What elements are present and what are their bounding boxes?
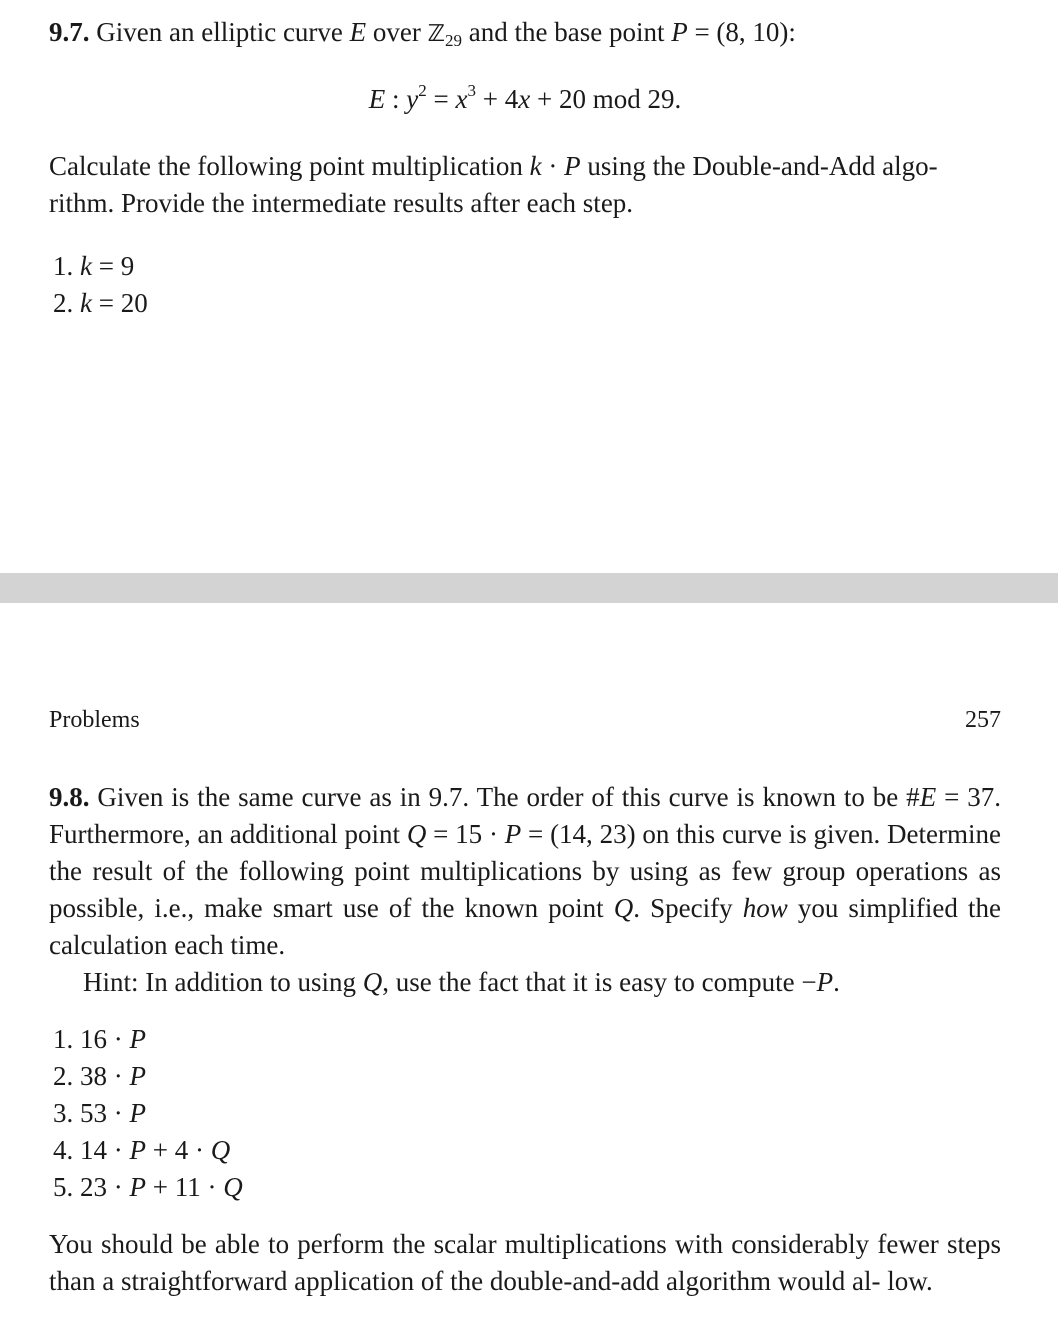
item-expression: 53 · P — [80, 1098, 146, 1128]
statement-text: . Specify — [633, 893, 743, 923]
list-item — [53, 1095, 1001, 1132]
page-separator — [0, 573, 1058, 603]
item-expression: 23 · P + 11 · Q — [80, 1172, 243, 1202]
field-subscript: 29 — [445, 31, 462, 50]
item-value: = 9 — [91, 251, 135, 281]
problem-9-8-hint — [49, 964, 1001, 1001]
item-number: 1. — [53, 1024, 80, 1054]
math-variable: P — [129, 1135, 146, 1165]
item-number: 3. — [53, 1098, 80, 1128]
equation-exponent: 2 — [418, 81, 427, 100]
equation-part: = — [426, 84, 456, 114]
curve-equation — [49, 81, 1001, 118]
hint-math: P — [816, 967, 834, 997]
point-name: P — [671, 17, 688, 47]
problem-9-8 — [49, 705, 1001, 1300]
problem-9-7-instruction — [49, 148, 1001, 222]
running-head — [49, 705, 1001, 735]
item-expression: 16 · P — [80, 1024, 146, 1054]
problem-9-8-items — [49, 1021, 1001, 1206]
statement-emphasis: how — [742, 893, 788, 923]
math-variable: P — [129, 1098, 146, 1128]
problem-9-8-closing: You should be able to perform the scalar multiplications with considerably fewer steps than a straightforward application of the double-and-add algorithm would al- low. — [49, 1229, 1001, 1296]
running-head-title: Problems — [49, 707, 140, 733]
field-symbol: ℤ — [427, 21, 445, 47]
instruction-k: k — [529, 151, 542, 181]
hint-text: Hint: In addition to using — [83, 967, 363, 997]
equation-exponent: 3 — [467, 81, 476, 100]
statement-math: Q — [613, 893, 634, 923]
item-number: 1. — [53, 251, 80, 281]
list-item — [53, 1132, 1001, 1169]
hint-text: , use the fact that it is easy to compute − — [382, 967, 817, 997]
instruction-text: Calculate the following point multiplication — [49, 151, 530, 181]
hint-text: . — [833, 967, 840, 997]
equation-part: + 4 — [476, 84, 519, 114]
statement-text: = 15 · — [426, 819, 505, 849]
item-number: 4. — [53, 1135, 80, 1165]
statement-text: and the base point — [462, 17, 672, 47]
item-value: = 20 — [91, 288, 148, 318]
equation-part: : — [385, 84, 407, 114]
item-var: k — [80, 288, 92, 318]
list-item — [53, 285, 1001, 322]
statement-text: Given an elliptic curve — [89, 17, 350, 47]
item-expression: 14 · P + 4 · Q — [80, 1135, 231, 1165]
instruction-text: · — [541, 151, 565, 181]
equation-part: + 20 mod 29. — [530, 84, 682, 114]
statement-text: over — [366, 17, 428, 47]
item-expression: 38 · P — [80, 1061, 146, 1091]
instruction-text: using the Double-and-Add algo- — [580, 151, 938, 181]
item-number: 2. — [53, 1061, 80, 1091]
list-item — [53, 1021, 1001, 1058]
item-number: 5. — [53, 1172, 80, 1202]
page-number: 257 — [965, 707, 1001, 733]
problem-9-7 — [49, 14, 1001, 322]
list-item — [53, 1058, 1001, 1095]
problem-9-7-items — [49, 248, 1001, 322]
equation-part: E — [368, 84, 386, 114]
problem-9-8-statement — [49, 779, 1001, 964]
equation-part: x — [518, 84, 531, 114]
equation-part: x — [455, 84, 468, 114]
math-variable: P — [129, 1024, 146, 1054]
point-value: = (8, 10): — [687, 17, 796, 47]
statement-math: Q — [406, 819, 427, 849]
item-number: 2. — [53, 288, 80, 318]
problem-9-7-statement — [49, 14, 1001, 53]
statement-math: E — [919, 782, 937, 812]
hint-math: Q — [362, 967, 383, 997]
instruction-text: rithm. Provide the intermediate results after each step. — [49, 188, 634, 218]
statement-text: Given is the same curve as in 9.7. The order of this curve is known to be # — [89, 782, 920, 812]
list-item — [53, 1169, 1001, 1206]
list-item — [53, 248, 1001, 285]
statement-math: P — [504, 819, 522, 849]
math-variable: Q — [210, 1135, 231, 1165]
math-variable: P — [129, 1061, 146, 1091]
math-variable: P — [129, 1172, 146, 1202]
instruction-P: P — [564, 151, 581, 181]
statement-text: you simplified the calculation each time. — [49, 893, 1001, 960]
problem-number: 9.7. — [49, 17, 90, 47]
problem-number: 9.8. — [49, 782, 90, 812]
math-variable: Q — [223, 1172, 243, 1202]
equation-part: y — [406, 84, 419, 114]
statement-text: = (14, 23) on this curve is given. Determine the result of the following point multiplications by using as few group operations as possible, i.e., make smart use of the known point — [49, 819, 1002, 923]
item-var: k — [80, 251, 92, 281]
statement-text: = 37. Furthermore, an additional point — [49, 782, 1001, 849]
curve-name: E — [349, 17, 367, 47]
